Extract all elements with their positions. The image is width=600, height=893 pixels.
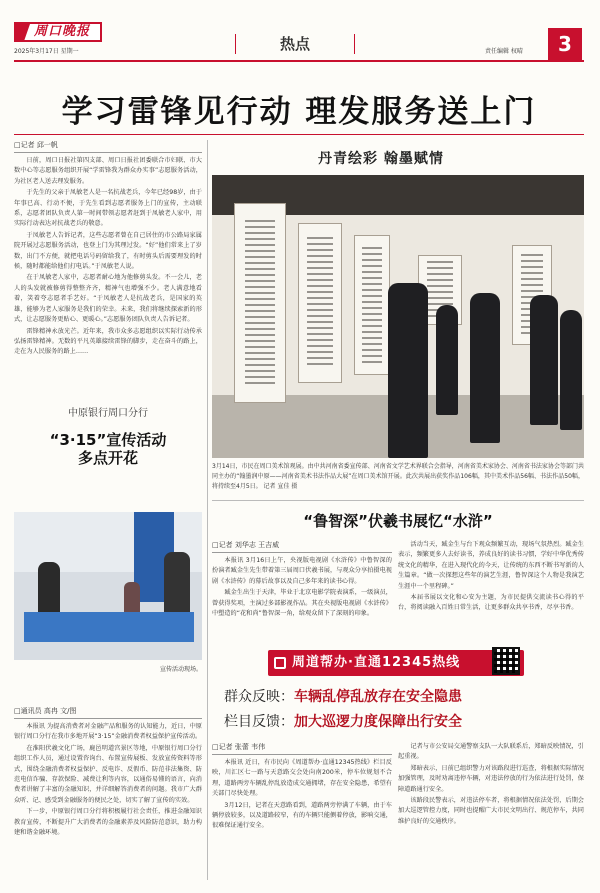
traffic-paragraph: 本报讯 近日，有市民向《周道帮办·直通12345热线》栏目反映，川汇区七一路与天意路交会处向南200米，停车位规划不合理，道路两旁车辆乱停乱放造成交通拥堵，存在安全隐患，希望有关部门尽快处理。 <box>212 759 392 798</box>
traffic-body-col1 <box>212 758 392 832</box>
traffic-paragraph: 记者与市公安局交通警察支队一大队联系后，郑暗反映情况，引起重视。 <box>398 743 584 761</box>
luzhi-body-col1 <box>212 556 392 619</box>
visitor-figure <box>436 305 458 415</box>
traffic-headline-b <box>224 711 462 731</box>
luzhi-byline: □记者 刘华志 王吉威 <box>212 540 392 553</box>
luzhi-article-col1 <box>212 540 392 620</box>
bank-subtitle-line1: “3·15”宣传活动 <box>49 431 167 449</box>
traffic-article-col2 <box>398 742 584 828</box>
traffic-paragraph: 3月12日，记者在天意路看到，道路两旁停满了车辆，由于车辆停放较多，以及道路较窄，有的车辆只能侧着停放，影响交通，很难保证通行安全。 <box>212 801 392 830</box>
traffic-byline: □记者 张蕾 韦伟 <box>212 742 392 755</box>
bank-paragraph: 在淮阳伏羲文化广场，鹿邑明道宫景区等地，中原银行周口分行组织工作人员，通过设置咨询台、布置宣传展板、发放宣传资料等形式，围绕金融消费者权益保护、反电诈、反假币、防范非法集资、防范电信诈骗、存款保险、减费让利等内容，以通俗易懂的语言，向消费者讲解了丰富的金融知识，并详细解答消费者的问题。我市广大群众听、记、感受到金融服务的便民之处，切实了解了宣传的实效。 <box>14 744 202 804</box>
qr-code-icon <box>492 647 520 675</box>
lead-article <box>14 140 202 359</box>
bank-article <box>14 706 202 839</box>
luzhi-article-col2 <box>398 540 584 615</box>
lead-body <box>14 156 202 358</box>
luzhi-body-col2 <box>398 540 584 614</box>
traffic-paragraph: 郑暗表示，日前已组织警力对该路段进行巡查，将根据实际情况加强管理，及时劝离违停车辆，对违法停放的行为依法进行处罚，保障道路通行安全。 <box>398 764 584 793</box>
art-photo-caption: 3月14日，市民在周口美术馆观展。由中共河南省委宣传部、河南省文学艺术界联合会指导，河南省美术家协会、河南省书法家协会等部门共同主办的“翰墨润中原——河南省美术书法作品大展”在周口美术馆开展。此次共展出获奖作品106幅，其中美术作品56幅、书法作品50幅，将持续至4月5日。 记者 宣佳 摄 <box>212 463 584 490</box>
headline-rule <box>14 134 584 135</box>
luzhi-paragraph: 本报讯 3月16日上午，央视版电视剧《水浒传》中鲁智深的扮演者臧金生先生带着第三届周口伏羲书展，与观众分享拍摄电视剧《水浒传》的幕后故事以及自己多年来的读书心得。 <box>212 557 392 585</box>
bank-photo-caption: 宣传活动现场。 <box>159 666 202 673</box>
bank-body <box>14 722 202 838</box>
calligraphy-scroll <box>298 223 342 383</box>
traffic-headline-a <box>224 686 462 706</box>
bank-event-photo <box>14 512 202 660</box>
hotline-label: 周道帮办·直通12345热线 <box>292 655 461 670</box>
luzhi-headline: “鲁智深”伏羲书展忆“水浒” <box>303 512 493 530</box>
section-name: 热点 <box>235 34 355 54</box>
logo-mark-icon <box>16 24 30 40</box>
lead-byline: □记者 邱一帆 <box>14 140 202 153</box>
visitor-figure <box>388 283 428 458</box>
bank-paragraph: 本报讯 为提高消费者对金融产品和服务的认知能力，近日，中原银行周口分行在我市多地开展“3·15”金融消费者权益保护宣传活动。 <box>14 723 202 741</box>
headline-a-label: 群众反映： <box>224 689 294 705</box>
headline-b-text: 加大巡逻力度保障出行安全 <box>294 714 462 730</box>
visitor-figure <box>470 293 500 443</box>
luzhi-paragraph: 臧金生出生于天津，毕业于北京电影学院表演系，一级演员，曾获得奖项，主演过多部影视作品。其在央视版电视剧《水浒传》中塑造的“花和尚”鲁智深一角，给观众留下了深刻的印象。 <box>212 589 392 618</box>
headline-a-text: 车辆乱停乱放存在安全隐患 <box>294 689 462 705</box>
section-rule <box>212 500 584 501</box>
lead-paragraph: 在于凤敏老人家中，志愿者耐心地为他修剪头发。不一会儿，老人的头发就被修剪得整整齐齐，精神气也增强不少。老人满意地看着，笑着夸志愿者手艺好。“于凤敏老人是抗战老兵，是国家的英雄，能够为老人家服务是我们的荣幸。未来，我们将继续探索新的形式，让志愿服务更贴心、更暖心。”志愿服务团队负责人告诉记者。 <box>14 274 202 324</box>
lead-paragraph: 于凤敏老人告诉记者，这些志愿者曾在自己居住的市公路局家属院开展过志愿服务活动，也登上门为其理过发。“好”他们常来上了岁数，出门不方便，就把电话号码留给我了，有时剪头后需要理发的时候，随时都能给他们打电话。”于凤敏老人说。 <box>14 231 202 271</box>
calligraphy-scroll <box>354 235 390 375</box>
logo-text: 周口晚报 <box>34 24 91 39</box>
hotline-banner <box>268 650 524 676</box>
main-headline: 学习雷锋见行动 理发服务送上门 <box>61 94 537 130</box>
art-photo-title: 丹青绘彩 翰墨赋情 <box>318 151 444 167</box>
column-divider <box>207 140 208 880</box>
bank-subtitle-line2: 多点开花 <box>77 449 138 467</box>
bank-feature <box>14 400 202 700</box>
editor-credit: 责任编辑 权晴 <box>485 48 523 55</box>
masthead <box>0 0 600 60</box>
traffic-article-col1 <box>212 742 392 833</box>
bank-title: 中原银行周口分行 <box>68 408 148 419</box>
newspaper-logo <box>14 22 102 42</box>
luzhi-paragraph: 活动当天，臧金生与台下观众频繁互动，现场气氛热烈。臧金生表示，频繁更多人去好读书，养成良好的读书习惯，学好中华优秀传统文化的精华，在进入现代化的今天，让传统的东西不断书写新的人生篇章。“做一次探想这些年的演艺生涯，鲁智深这个人物是我演艺生涯中一个里程碑。” <box>398 541 584 590</box>
headline-b-label: 栏目反馈： <box>224 714 294 730</box>
luzhi-paragraph: 本届书展以文化和心安为主题，为市民提供交流读书心得的平台，将阅读融入百姓日常生活，让更多群众共享书香，尽享书香。 <box>398 594 584 612</box>
lead-paragraph: 雷锋精神永放光芒。近年来，我市众多志愿组织以实际行动传承弘扬雷锋精神。无数的平凡英雄接续雷锋的脚步，走在奋斗的路上，走在为人民服务的路上…… <box>14 327 202 356</box>
checkbox-icon <box>274 657 286 669</box>
lead-paragraph: 于先生的父亲于凤敏老人是一名抗战老兵，今年已经98岁，由于年事已高、行动不便，于先生看到志愿者服务上门的宣传，主动联系，志愿者团队负责人第一时间带领志愿者赶到于凤敏老人家中，用实际行动表达对抗战老兵的敬意。 <box>14 189 202 228</box>
bank-byline: □通讯员 高冉 文/图 <box>14 706 202 719</box>
traffic-paragraph: 该路段民警表示，对违法停车者，将根据情况依法处罚，后期会加大巡逻管控力度，同时也提醒广大市民文明出行、规范停车，共同维护良好的交通秩序。 <box>398 797 584 825</box>
art-exhibition-photo <box>212 175 584 458</box>
page-number: 3 <box>548 28 582 60</box>
visitor-figure <box>530 295 558 425</box>
photo-desk <box>24 612 194 642</box>
visitor-figure <box>560 310 582 430</box>
lead-paragraph: 日前，周口日报社第四支部、周口日报社团委联合市妇联、市大数中心等志愿服务组织开展“学雷锋我为群众办实事”志愿服务活动，为社区老人送去理发服务。 <box>14 157 202 185</box>
issue-date: 2025年3月17日 星期一 <box>14 48 79 55</box>
top-rule <box>14 60 584 62</box>
bank-paragraph: 下一步，中原银行周口分行将积极履行社会责任，推进金融知识教育宣传，不断提升广大消费者的金融素养及风险防范意识，助力构建和谐金融环境。 <box>14 808 202 837</box>
traffic-body-col2 <box>398 742 584 827</box>
calligraphy-scroll <box>234 203 286 403</box>
